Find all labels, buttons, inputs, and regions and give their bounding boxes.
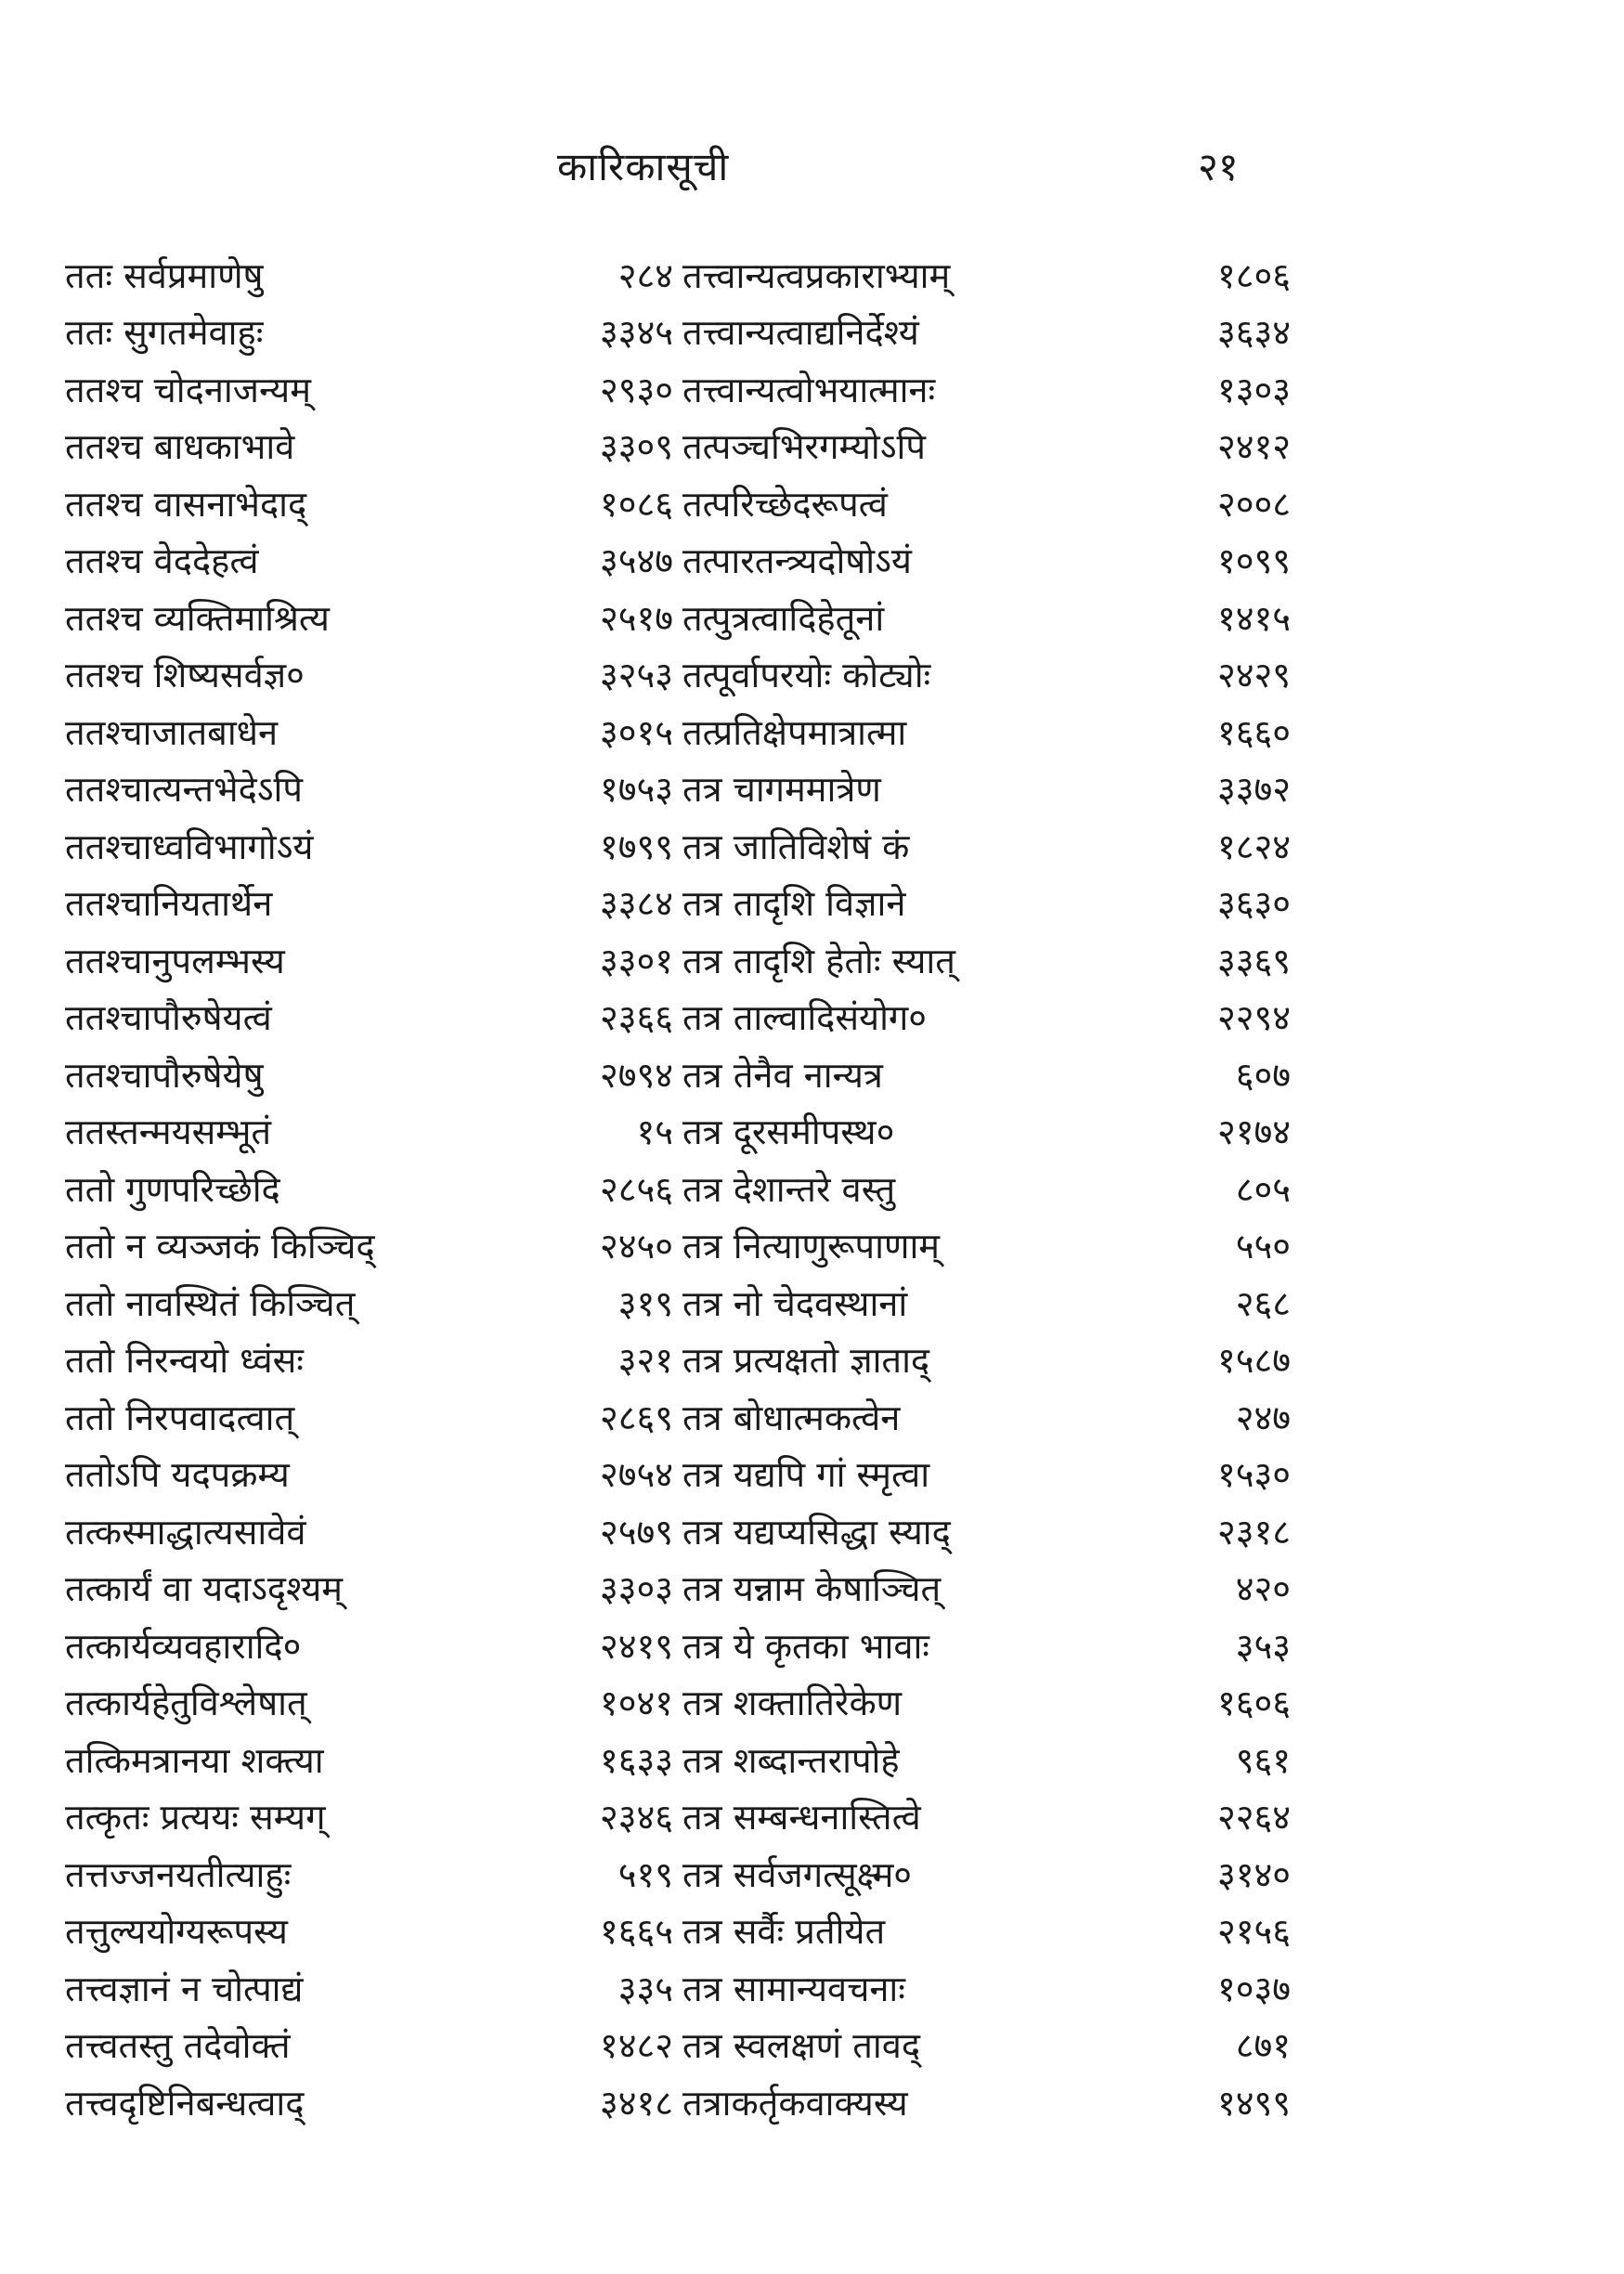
index-entry bbox=[65, 1731, 673, 1788]
entry-term: तत्त्वज्ञानं न चोत्पाद्यं bbox=[65, 1968, 304, 2009]
index-entry bbox=[65, 474, 673, 532]
index-entry bbox=[65, 532, 673, 590]
entry-verse-number: १०३७ bbox=[1216, 1968, 1291, 2009]
index-entry bbox=[682, 360, 1291, 418]
index-entry bbox=[682, 646, 1291, 704]
entry-term: तत्र ये कृतका भावाः bbox=[682, 1625, 929, 1667]
entry-verse-number: १८२४ bbox=[1216, 825, 1291, 867]
entry-term: ततश्चानियतार्थेन bbox=[65, 883, 273, 925]
entry-verse-number: २१५६ bbox=[1216, 1911, 1291, 1953]
index-entry bbox=[65, 1502, 673, 1560]
entry-term: ततश्चापौरुषेयेषु bbox=[65, 1054, 264, 1096]
index-entry bbox=[682, 532, 1291, 590]
entry-term: तत्त्वान्यत्वाद्यनिर्देश्यं bbox=[682, 312, 919, 354]
entry-verse-number: ३३५ bbox=[617, 1968, 673, 2009]
entry-verse-number: ६०७ bbox=[1235, 1054, 1291, 1096]
entry-verse-number: ५१९ bbox=[617, 1853, 673, 1895]
index-entry bbox=[682, 2017, 1291, 2074]
index-entry bbox=[682, 817, 1291, 875]
entry-verse-number: ३३७२ bbox=[1216, 769, 1291, 811]
entry-term: ततो निरन्वयो ध्वंसः bbox=[65, 1340, 304, 1382]
index-entry bbox=[682, 474, 1291, 532]
entry-verse-number: ३३०९ bbox=[599, 426, 673, 468]
index-entry bbox=[682, 1388, 1291, 1446]
entry-verse-number: २५७९ bbox=[599, 1511, 673, 1553]
entry-term: तत्र प्रत्यक्षतो ज्ञाताद् bbox=[682, 1340, 930, 1382]
entry-verse-number: २३४६ bbox=[599, 1797, 673, 1839]
entry-term: तत्प्रतिक्षेपमात्रात्मा bbox=[682, 711, 907, 753]
entry-term: तत्र सम्बन्धनास्तित्वे bbox=[682, 1797, 921, 1839]
index-entry bbox=[682, 1446, 1291, 1503]
entry-verse-number: २८६९ bbox=[599, 1397, 673, 1438]
entry-term: ततश्चापौरुषेयत्वं bbox=[65, 997, 272, 1039]
entry-verse-number: २२९४ bbox=[1216, 997, 1291, 1039]
entry-verse-number: २५१७ bbox=[599, 597, 673, 639]
index-entry bbox=[65, 646, 673, 704]
index-entry bbox=[65, 2017, 673, 2074]
entry-verse-number: २४७ bbox=[1235, 1397, 1291, 1438]
entry-term: तत्पारतन्त्र्यदोषोऽयं bbox=[682, 540, 912, 582]
entry-verse-number: ३१४० bbox=[1216, 1853, 1291, 1895]
page-title: कारिकासूची bbox=[557, 144, 730, 189]
index-entry bbox=[65, 1332, 673, 1389]
entry-verse-number: ८०५ bbox=[1235, 1168, 1291, 1210]
index-entry bbox=[65, 1617, 673, 1674]
entry-term: तत्र तादृशि विज्ञाने bbox=[682, 883, 906, 925]
entry-term: तत्पूर्वापरयोः कोट्योः bbox=[682, 655, 931, 696]
index-entry bbox=[65, 1160, 673, 1217]
index-entry bbox=[682, 760, 1291, 818]
entry-verse-number: २४१९ bbox=[599, 1625, 673, 1667]
index-entry bbox=[682, 1959, 1291, 2017]
entry-verse-number: १७९९ bbox=[599, 825, 673, 867]
entry-verse-number: ३३८४ bbox=[599, 883, 673, 925]
entry-term: तत्र नो चेदवस्थानां bbox=[682, 1282, 908, 1324]
index-entry bbox=[65, 1674, 673, 1732]
entry-verse-number: १४९९ bbox=[1216, 2082, 1291, 2124]
page-number: २१ bbox=[1198, 144, 1239, 189]
entry-verse-number: १५ bbox=[636, 1111, 673, 1153]
index-entry bbox=[682, 1617, 1291, 1674]
index-entry bbox=[682, 1274, 1291, 1332]
index-entry bbox=[682, 1502, 1291, 1560]
index-entry bbox=[65, 1046, 673, 1103]
entry-verse-number: १०४१ bbox=[599, 1683, 673, 1724]
entry-term: तत्र स्वलक्षणं तावद् bbox=[682, 2025, 920, 2067]
index-entry bbox=[65, 2073, 673, 2131]
entry-term: ततोऽपि यदपक्रम्य bbox=[65, 1454, 290, 1496]
entry-term: ततो गुणपरिच्छेदि bbox=[65, 1168, 280, 1210]
entry-term: ततश्च शिष्यसर्वज्ञ० bbox=[65, 655, 305, 696]
entry-term: तत्र चागममात्रेण bbox=[682, 769, 881, 811]
entry-term: तत्कार्यव्यवहारादि० bbox=[65, 1625, 302, 1667]
index-entry bbox=[65, 418, 673, 475]
entry-verse-number: २००८ bbox=[1216, 483, 1291, 525]
entry-term: तत्त्वदृष्टिनिबन्धत्वाद् bbox=[65, 2082, 305, 2124]
index-entry bbox=[65, 1903, 673, 1960]
index-entry bbox=[65, 817, 673, 875]
entry-verse-number: २६८ bbox=[1235, 1282, 1291, 1324]
entry-verse-number: १०८६ bbox=[599, 483, 673, 525]
index-entry bbox=[682, 2073, 1291, 2131]
index-entry bbox=[65, 1388, 673, 1446]
index-entry bbox=[682, 1731, 1291, 1788]
entry-term: तत्त्वान्यत्वोभयात्मानः bbox=[682, 369, 936, 410]
entry-term: ततो नावस्थितं किञ्चित् bbox=[65, 1282, 356, 1324]
entry-term: तत्पुत्रत्वादिहेतूनां bbox=[682, 597, 885, 639]
entry-term: ततश्चाजातबाधेन bbox=[65, 711, 279, 753]
entry-term: ततश्चाध्वविभागोऽयं bbox=[65, 825, 314, 867]
entry-term: ततश्च बाधकाभावे bbox=[65, 426, 295, 468]
index-entry bbox=[65, 246, 673, 304]
index-entry bbox=[682, 1788, 1291, 1846]
page-header bbox=[0, 139, 1624, 204]
entry-verse-number: २८५६ bbox=[599, 1168, 673, 1210]
entry-term: ततः सर्वप्रमाणेषु bbox=[65, 254, 264, 296]
entry-term: तत्तज्जनयतीत्याहुः bbox=[65, 1853, 292, 1895]
index-entry bbox=[65, 1959, 673, 2017]
entry-verse-number: ३५३ bbox=[1235, 1625, 1291, 1667]
index-entry bbox=[65, 875, 673, 932]
index-entry bbox=[682, 1160, 1291, 1217]
entry-term: तत्र नित्याणुरूपाणाम् bbox=[682, 1226, 941, 1267]
entry-verse-number: २३६६ bbox=[599, 997, 673, 1039]
entry-term: तत्कार्यं वा यदाऽदृश्यम् bbox=[65, 1568, 344, 1610]
entry-term: तत्कृतः प्रत्ययः सम्यग् bbox=[65, 1797, 326, 1839]
entry-term: तत्तुल्ययोग्यरूपस्य bbox=[65, 1911, 288, 1953]
entry-verse-number: ३२१ bbox=[617, 1340, 673, 1382]
index-entry bbox=[682, 589, 1291, 646]
entry-verse-number: ३२५३ bbox=[599, 655, 673, 696]
entry-term: तत्र देशान्तरे वस्तु bbox=[682, 1168, 896, 1210]
index-entry bbox=[65, 1560, 673, 1618]
index-entry bbox=[682, 418, 1291, 475]
entry-verse-number: २७९४ bbox=[599, 1054, 673, 1096]
entry-verse-number: १७५३ bbox=[599, 769, 673, 811]
index-entry bbox=[682, 1332, 1291, 1389]
entry-term: तत्र शक्तातिरेकेण bbox=[682, 1683, 903, 1724]
entry-verse-number: ३४१८ bbox=[599, 2082, 673, 2124]
index-entry bbox=[682, 1046, 1291, 1103]
entry-term: ततस्तन्मयसम्भूतं bbox=[65, 1111, 272, 1153]
index-entry bbox=[65, 703, 673, 760]
index-entry bbox=[682, 304, 1291, 361]
index-entry bbox=[65, 1845, 673, 1903]
index-entry bbox=[682, 1560, 1291, 1618]
entry-verse-number: २१७४ bbox=[1216, 1111, 1291, 1153]
entry-verse-number: १३०३ bbox=[1216, 369, 1291, 410]
entry-term: ततश्च चोदनाजन्यम् bbox=[65, 369, 311, 410]
entry-term: तत्र ताल्वादिसंयोग० bbox=[682, 997, 928, 1039]
entry-term: तत्र तादृशि हेतोः स्यात् bbox=[682, 940, 955, 981]
entry-verse-number: १६०६ bbox=[1216, 1683, 1291, 1724]
entry-term: तत्र यद्यपि गां स्मृत्वा bbox=[682, 1454, 930, 1496]
entry-verse-number: १४८२ bbox=[599, 2025, 673, 2067]
index-entry bbox=[65, 931, 673, 989]
entry-verse-number: ३१९ bbox=[617, 1282, 673, 1324]
entry-verse-number: ५५० bbox=[1235, 1226, 1291, 1267]
entry-term: तत्र बोधात्मकत्वेन bbox=[682, 1397, 901, 1438]
index-entry bbox=[682, 1903, 1291, 1960]
entry-term: तत्र सामान्यवचनाः bbox=[682, 1968, 905, 2009]
index-entry bbox=[682, 875, 1291, 932]
entry-term: ततश्च वेददेहत्वं bbox=[65, 540, 259, 582]
entry-term: तत्परिच्छेदरूपत्वं bbox=[682, 483, 888, 525]
entry-term: तत्त्वान्यत्वप्रकाराभ्याम् bbox=[682, 254, 951, 296]
entry-verse-number: ३३४५ bbox=[599, 312, 673, 354]
entry-verse-number: १६६५ bbox=[599, 1911, 673, 1953]
entry-verse-number: २४२९ bbox=[1216, 655, 1291, 696]
index-entry bbox=[65, 1446, 673, 1503]
index-entry bbox=[682, 989, 1291, 1046]
entry-term: तत्र यद्यप्यसिद्धा स्याद् bbox=[682, 1511, 951, 1553]
entry-term: तत्र यन्नाम केषाञ्चित् bbox=[682, 1568, 942, 1610]
entry-verse-number: ३३०३ bbox=[599, 1568, 673, 1610]
entry-verse-number: १५३० bbox=[1216, 1454, 1291, 1496]
entry-verse-number: ८७१ bbox=[1235, 2025, 1291, 2067]
entry-term: ततश्चानुपलम्भस्य bbox=[65, 940, 285, 981]
index-entry bbox=[65, 1103, 673, 1161]
entry-term: ततः सुगतमेवाहुः bbox=[65, 312, 264, 354]
entry-verse-number: १८०६ bbox=[1216, 254, 1291, 296]
entry-term: तत्पञ्चभिरगम्योऽपि bbox=[682, 426, 926, 468]
entry-verse-number: ४२० bbox=[1235, 1568, 1291, 1610]
entry-verse-number: ३६३४ bbox=[1216, 312, 1291, 354]
index-entry bbox=[682, 1674, 1291, 1732]
entry-verse-number: ३३०१ bbox=[599, 940, 673, 981]
entry-verse-number: २९३० bbox=[599, 369, 673, 410]
entry-verse-number: १४१५ bbox=[1216, 597, 1291, 639]
entry-term: ततश्च वासनाभेदाद् bbox=[65, 483, 307, 525]
entry-verse-number: ३६३० bbox=[1216, 883, 1291, 925]
verse-index bbox=[65, 246, 1291, 2196]
entry-term: ततश्चात्यन्तभेदेऽपि bbox=[65, 769, 303, 811]
entry-verse-number: १५८७ bbox=[1216, 1340, 1291, 1382]
index-entry bbox=[65, 304, 673, 361]
entry-term: तत्र शब्दान्तरापोहे bbox=[682, 1739, 900, 1781]
index-entry bbox=[65, 360, 673, 418]
entry-term: तत्कार्यहेतुविश्लेषात् bbox=[65, 1683, 307, 1724]
index-entry bbox=[682, 931, 1291, 989]
entry-term: तत्कस्माद्धात्यसावेवं bbox=[65, 1511, 306, 1553]
entry-verse-number: २४५० bbox=[599, 1226, 673, 1267]
entry-term: तत्त्वतस्तु तदेवोक्तं bbox=[65, 2025, 291, 2067]
index-column-right bbox=[682, 246, 1291, 2196]
entry-verse-number: २७५४ bbox=[599, 1454, 673, 1496]
entry-verse-number: २२६४ bbox=[1216, 1797, 1291, 1839]
entry-verse-number: २८४ bbox=[617, 254, 673, 296]
entry-term: ततश्च व्यक्तिमाश्रित्य bbox=[65, 597, 330, 639]
index-entry bbox=[65, 1217, 673, 1275]
index-entry bbox=[682, 1845, 1291, 1903]
index-entry bbox=[65, 989, 673, 1046]
entry-verse-number: २४१२ bbox=[1216, 426, 1291, 468]
index-entry bbox=[65, 1274, 673, 1332]
entry-term: ततो न व्यञ्जकं किञ्चिद् bbox=[65, 1226, 375, 1267]
entry-term: तत्र दूरसमीपस्थ० bbox=[682, 1111, 895, 1153]
entry-term: तत्र तेनैव नान्यत्र bbox=[682, 1054, 883, 1096]
index-column-left bbox=[65, 246, 673, 2196]
entry-term: तत्र जातिविशेषं कं bbox=[682, 825, 910, 867]
index-entry bbox=[65, 760, 673, 818]
index-entry bbox=[682, 1217, 1291, 1275]
entry-term: तत्र सर्वजगत्सूक्ष्म० bbox=[682, 1853, 913, 1895]
entry-verse-number: ९६१ bbox=[1235, 1739, 1291, 1781]
entry-term: तत्राकर्तृकवाक्यस्य bbox=[682, 2082, 908, 2124]
index-entry bbox=[682, 246, 1291, 304]
entry-verse-number: ३५४७ bbox=[599, 540, 673, 582]
entry-term: ततो निरपवादत्वात् bbox=[65, 1397, 295, 1438]
entry-verse-number: २३१८ bbox=[1216, 1511, 1291, 1553]
entry-verse-number: ३०१५ bbox=[599, 711, 673, 753]
entry-verse-number: १६३३ bbox=[599, 1739, 673, 1781]
index-entry bbox=[65, 1788, 673, 1846]
index-entry bbox=[682, 703, 1291, 760]
entry-term: तत्र सर्वैः प्रतीयेत bbox=[682, 1911, 886, 1953]
entry-verse-number: ३३६९ bbox=[1216, 940, 1291, 981]
entry-verse-number: १६६० bbox=[1216, 711, 1291, 753]
entry-term: तत्किमत्रानया शक्त्या bbox=[65, 1739, 324, 1781]
index-entry bbox=[65, 589, 673, 646]
entry-verse-number: १०९९ bbox=[1216, 540, 1291, 582]
index-entry bbox=[682, 1103, 1291, 1161]
